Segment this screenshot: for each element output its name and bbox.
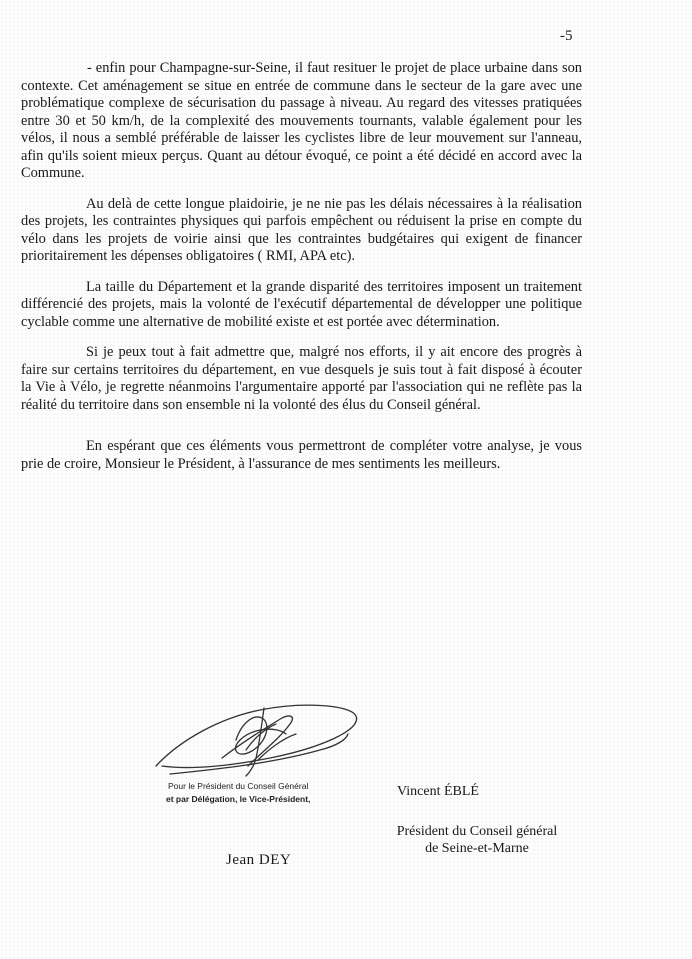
paragraph-progress: Si je peux tout à fait admettre que, malgré nos efforts, il y ait encore des progrès à faire sur certains territoires du département, en vue desquels je suis tout à fait disposé à écouter la Vie à Vélo, je regrette néanmoins l'argumentaire apporté par l'association qui ne reflète pas la réalité du territoire dans son ensemble ni la volonté des élus du Conseil général. bbox=[21, 344, 582, 413]
delegate-name: Jean DEY bbox=[226, 852, 292, 868]
handwritten-signature bbox=[150, 700, 370, 790]
paragraph-constraints: Au delà de cette longue plaidoirie, je ne nie pas les délais nécessaires à la réalisation des projets, les contraintes physiques qui parfois empêchent ou réduisent la prise en compte du vélo dans les projets de voirie ainsi que les contraintes budgétaires qui exigent de financer prioritairement les dépenses obligatoires ( RMI, APA etc). bbox=[21, 195, 582, 264]
president-title-line-1: Président du Conseil général bbox=[396, 824, 558, 839]
delegation-line-2: et par Délégation, le Vice-Président, bbox=[166, 794, 311, 804]
letter-body bbox=[21, 60, 582, 486]
delegation-line-1: Pour le Président du Conseil Général bbox=[168, 781, 309, 791]
closing-formula: En espérant que ces éléments vous permettront de compléter votre analyse, je vous prie de croire, Monsieur le Président, à l'assurance de mes sentiments les meilleurs. bbox=[21, 438, 582, 472]
page-number: -5 bbox=[560, 28, 573, 44]
president-name: Vincent ÉBLÉ bbox=[397, 784, 479, 799]
president-title-line-2: de Seine-et-Marne bbox=[425, 841, 529, 856]
paragraph-department: La taille du Département et la grande disparité des territoires imposent un traitement différencié des projets, mais la volonté de l'exécutif départemental de développer une politique cyclable comme une alternative de mobilité existe et est portée avec détermination. bbox=[21, 278, 582, 330]
delegation-note bbox=[166, 780, 310, 806]
president-title bbox=[372, 823, 582, 857]
paragraph-champagne: - enfin pour Champagne-sur-Seine, il faut resituer le projet de place urbaine dans son contexte. Cet aménagement se situe en entrée de commune dans le secteur de la gare avec une problématique complexe de sécurisation du passage à niveau. Au regard des vitesses pratiquées entre 30 et 50 km/h, de la complexité des mouvements tournants, valable également pour les vélos, il nous a semblé préférable de laisser les cyclistes libre de leur mouvement sur l'anneau, afin qu'ils soient mieux perçus. Quant au détour évoqué, ce point a été décidé en accord avec la Commune. bbox=[21, 60, 582, 181]
